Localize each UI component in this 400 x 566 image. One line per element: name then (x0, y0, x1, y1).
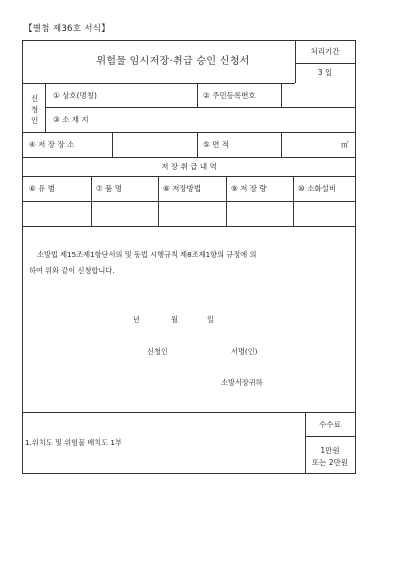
column-divider-2 (158, 176, 159, 226)
applicant-row-rule (45, 107, 355, 108)
date-month: 월 (171, 315, 178, 324)
title-bottom-rule (23, 83, 295, 84)
form-number-label: 【별첨 제36호 서식】 (24, 24, 111, 34)
processing-period-label: 처리기간 (310, 47, 340, 56)
address-label: ③ 소 재 지 (53, 115, 89, 124)
date-day: 일 (207, 315, 214, 324)
storage-location-label: ④ 저 장 장 소 (29, 140, 75, 149)
column-fire-equipment: ⑩ 소화설비 (298, 184, 337, 193)
area-unit: ㎡ (341, 140, 349, 149)
statement-line-1: 소방법 제15조제1항단서의 및 동법 시행규칙 제8조제1항의 규정에 의 (37, 250, 257, 259)
addressee: 소방서장귀하 (221, 378, 263, 387)
fee-label-rule (305, 436, 355, 437)
applicant-sign-label: 신청인 (147, 347, 168, 356)
date-year: 년 (133, 315, 140, 324)
storage-details-header: 저 장 취 급 내 역 (161, 162, 217, 171)
applicant-seal: 서명(인) (231, 347, 258, 356)
applicant-label-divider (45, 83, 46, 132)
column-product: ⑦ 품 명 (96, 184, 122, 193)
column-storage-method: ⑧ 저장방법 (163, 184, 202, 193)
fee-amount-line-2: 또는 2만원 (311, 458, 349, 467)
applicant-field-divider (197, 83, 198, 107)
applicant-label-char-1: 신 (31, 94, 39, 103)
business-name-label: ① 상호(명칭) (53, 91, 97, 100)
column-divider-1 (91, 176, 92, 226)
processing-label-rule (295, 63, 355, 64)
details-header-rule (23, 176, 355, 177)
resident-no-divider (281, 83, 282, 107)
area-label: ⑤ 면 적 (203, 140, 229, 149)
resident-number-label: ② 주민등록번호 (203, 91, 256, 100)
location-divider-3 (281, 132, 282, 157)
column-divider-4 (293, 176, 294, 226)
fee-label: 수수료 (319, 420, 341, 429)
applicant-label-char-2: 청 (31, 105, 39, 114)
applicant-bottom-rule (23, 132, 355, 133)
attachment-list: 1.위치도 및 위험물 배치도 1부 (25, 438, 122, 447)
columns-header-rule (23, 201, 355, 202)
column-class: ⑥ 유 별 (29, 184, 55, 193)
columns-values-rule (23, 226, 355, 227)
location-divider-2 (197, 132, 198, 157)
fee-amount-line-1: 1만원 (320, 446, 340, 455)
application-form (22, 40, 356, 474)
processing-period-value: 3 일 (317, 68, 333, 77)
applicant-label-char-3: 인 (31, 116, 39, 125)
form-title: 위험물 임시저장·취급 승인 신청서 (96, 56, 250, 67)
column-divider-3 (226, 176, 227, 226)
location-bottom-rule (23, 157, 355, 158)
statement-line-2: 하여 위와 같이 신청합니다. (29, 266, 115, 275)
column-storage-quantity: ⑨ 저 장 량 (231, 184, 267, 193)
location-divider-1 (112, 132, 113, 157)
